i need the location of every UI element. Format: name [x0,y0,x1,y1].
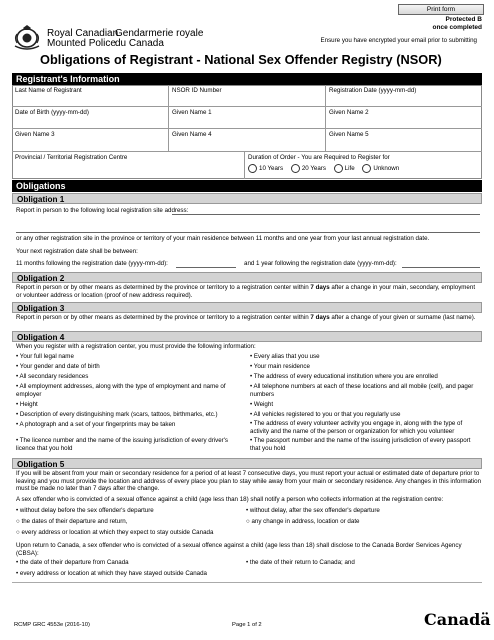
list-item: • A photograph and a set of your fingerprints may be taken [16,421,176,428]
list-item-text: the date of their return to Canada; and [249,559,355,566]
site-address-input[interactable] [172,214,480,215]
list-item-text: every address or location at which they have stayed outside Canada [19,570,208,577]
obligation-3-header: Obligation 3 [12,302,482,313]
list-item: • All vehicles registered to you or that you regularly use [250,411,401,418]
obligation-4-header: Obligation 4 [12,331,482,342]
obligation-5-p3: Upon return to Canada, a sex offender who is convicted of a sexual offence against a child (age less than 18) shall disclose to the Canada Border Services Agency (CBSA): [16,542,462,557]
duration-label: Duration of Order - You are Required to Register for [248,154,390,161]
page-number: Page 1 of 2 [232,622,262,628]
list-item: • The passport number and the name of the issuing jurisdiction of every passport that you hold [250,437,471,452]
list-item: • Your full legal name [16,353,74,360]
list-item: • every address or location at which they have stayed outside Canada [16,570,208,577]
obligation-1-line4a: 11 months following the registration date (yyyy-mm-dd): [16,260,168,267]
list-item-text: All telephone numbers at each of these locations and all mobile (cell), and pager numbers [250,383,474,398]
list-item-text: All vehicles registered to you or that you regularly use [253,411,401,418]
section-divider [12,582,482,583]
list-item: • without delay, after the sex offender's departure [246,507,380,514]
radio-icon [362,164,371,173]
obligation-3-pre: Report in person or by other means as determined by the province or territory to a registration center within [16,314,311,321]
list-item-text: Description of every distinguishing mark (scars, tattoos, birthmarks, etc.) [19,411,218,418]
given-name-4-field[interactable] [169,129,326,152]
list-item-text: Every alias that you use [253,353,320,360]
obligation-1-header: Obligation 1 [12,193,482,204]
obligation-5-header: Obligation 5 [12,458,482,469]
list-item-text: All employment addresses, along with the type of employment and name of employer [16,383,226,398]
nsor-id-label: NSOR ID Number [172,87,222,94]
list-item: ○ the dates of their departure and return, [16,518,128,525]
list-item-text: Height [19,401,38,408]
list-item-text: A photograph and a set of your fingerprints may be taken [19,421,176,428]
option-label: Life [344,165,355,172]
duration-options [248,164,479,175]
eleven-month-date-input[interactable] [176,267,236,268]
list-item-text: without delay before the sex offender's departure [19,507,154,514]
obligation-2-text [16,284,480,299]
option-label: 10 Years [259,165,284,172]
obligation-2-header: Obligation 2 [12,272,482,283]
obligation-2-bold: 7 days [310,284,330,291]
list-item: • the date of their departure from Canada [16,559,129,566]
duration-option-10-years[interactable] [248,164,283,173]
registration-date-label: Registration Date (yyyy-mm-dd) [329,87,417,94]
list-item: • The address of every volunteer activity you engage in, along with the type of activity and the name of the person or organization for which you volunteer [250,420,463,435]
radio-icon [334,164,343,173]
list-item-text: every address or location at which they expect to stay outside Canada [21,529,214,536]
brand-fr-line2: du Canada [115,38,164,49]
list-item-text: The passport number and the name of the issuing jurisdiction of every passport that you hold [250,437,471,452]
list-item-text: Weight [253,401,274,408]
list-item-text: The licence number and the name of the issuing jurisdiction of every driver's licence that you hold [16,437,229,452]
encryption-notice: Ensure you have encrypted your email prior to submitting [320,37,477,44]
list-item-text: any change in address, location or date [251,518,360,525]
list-item-text: Your gender and date of birth [19,363,100,370]
obligation-2-pre: Report in person or by other means as determined by the province or territory to a registration center within [16,284,311,291]
obligation-5-p2: A sex offender who is convicted of a sexual offence against a child (age less than 18) shall notify a person who collects information at the registration centre: [16,496,444,503]
brand-french [115,29,203,49]
list-item: • All secondary residences [16,373,89,380]
list-item: ○ any change in address, location or date [246,518,360,525]
list-item-text: Your main residence [253,363,310,370]
site-address-input-2[interactable] [16,232,480,233]
list-item: • without delay before the sex offender's departure [16,507,154,514]
option-label: Unknown [373,165,400,172]
given-name-3-label: Given Name 3 [15,131,55,138]
duration-field [245,152,482,179]
list-item: • All employment addresses, along with the type of employment and name of employer [16,383,226,398]
registration-centre-field[interactable] [12,152,245,179]
nsor-id-field[interactable] [169,85,326,107]
obligation-5-p1: If you will be absent from your main or secondary residence for a period of at least 7 consecutive days, you must report your actual or estimated date of departure prior to leaving and you must provide the location and address of every place you plan to stay while away from your main or secondary residence. Any changes in this information must be made no later than 7 days after the change. [16,470,482,493]
given-name-4-label: Given Name 4 [172,131,212,138]
obligation-1-line1: Report in person to the following local registration site address: [16,207,189,214]
protected-line1: Protected B [445,16,482,23]
brand-en-line1: Royal Canadian [47,28,119,39]
protected-notice [433,16,482,32]
given-name-5-field[interactable] [326,129,482,152]
given-name-1-label: Given Name 1 [172,109,212,116]
registrant-section-header: Registrant's Information [12,73,482,85]
list-item: • Your gender and date of birth [16,363,100,370]
duration-option-20-years[interactable] [291,164,326,173]
brand-fr-line1: Gendarmerie royale [115,28,204,39]
print-form-button[interactable]: Print form [398,4,484,15]
list-item: • Weight [250,401,274,408]
duration-option-life[interactable] [334,164,355,173]
obligation-2-post: after a change in your main, secondary, employment or volunteer address or location (proof of new address required). [16,284,476,299]
obligation-3-text [16,314,480,322]
list-item-text: The address of every volunteer activity you engage in, along with the type of activity and the name of the person or organization for which you volunteer [250,420,463,435]
given-name-1-field[interactable] [169,107,326,129]
radio-icon [248,164,257,173]
registration-date-field[interactable] [326,85,482,107]
one-year-date-input[interactable] [402,267,480,268]
dob-field[interactable] [12,107,169,129]
list-item: • the date of their return to Canada; and [246,559,355,566]
registration-centre-label: Provincial / Territorial Registration Centre [15,154,128,161]
obligation-1-line4b: and 1 year following the registration date (yyyy-mm-dd): [244,260,397,267]
canada-wordmark: Canadä [424,610,491,629]
brand-english [47,29,118,49]
option-label: 20 Years [301,165,326,172]
given-name-2-field[interactable] [326,107,482,129]
list-item: • All telephone numbers at each of these locations and all mobile (cell), and pager numbers [250,383,474,398]
list-item-text: All secondary residences [19,373,89,380]
last-name-field[interactable] [12,85,169,107]
obligation-3-post: after a change of your given or surname (last name). [329,314,476,321]
given-name-5-label: Given Name 5 [329,131,369,138]
given-name-3-field[interactable] [12,129,169,152]
protected-line2: once completed [432,24,482,31]
list-item: • Height [16,401,38,408]
radio-icon [291,164,300,173]
given-name-2-label: Given Name 2 [329,109,369,116]
list-item-text: the date of their departure from Canada [19,559,129,566]
list-item: • Every alias that you use [250,353,320,360]
form-id: RCMP GRC 4553e (2016-10) [14,622,90,628]
list-item: • The licence number and the name of the issuing jurisdiction of every driver's licence that you hold [16,437,229,452]
obligation-3-bold: 7 days [310,314,330,321]
list-item-text: Your full legal name [19,353,74,360]
last-name-label: Last Name of Registrant [15,87,82,94]
list-item: • Description of every distinguishing mark (scars, tattoos, birthmarks, etc.) [16,411,218,418]
list-item-text: without delay, after the sex offender's departure [249,507,380,514]
rcmp-crest-icon [12,24,42,50]
list-item: • Your main residence [250,363,310,370]
dob-label: Date of Birth (yyyy-mm-dd) [15,109,89,116]
list-item-text: The address of every educational institution where you are enrolled [253,373,438,380]
brand-en-line2: Mounted Police [47,38,116,49]
list-item-text: the dates of their departure and return, [21,518,128,525]
obligation-1-line3: Your next registration date shall be between: [16,248,138,255]
obligations-section-header: Obligations [12,180,482,192]
duration-option-unknown[interactable] [362,164,399,173]
list-item: ○ every address or location at which they expect to stay outside Canada [16,529,214,536]
obligation-1-line2: or any other registration site in the province or territory of your main residence between 11 months and one year from your last annual registration date. [16,235,430,242]
page-title: Obligations of Registrant - National Sex Offender Registry (NSOR) [40,52,442,67]
obligation-4-intro: When you register with a registration center, you must provide the following information: [16,343,256,350]
list-item: • The address of every educational institution where you are enrolled [250,373,438,380]
